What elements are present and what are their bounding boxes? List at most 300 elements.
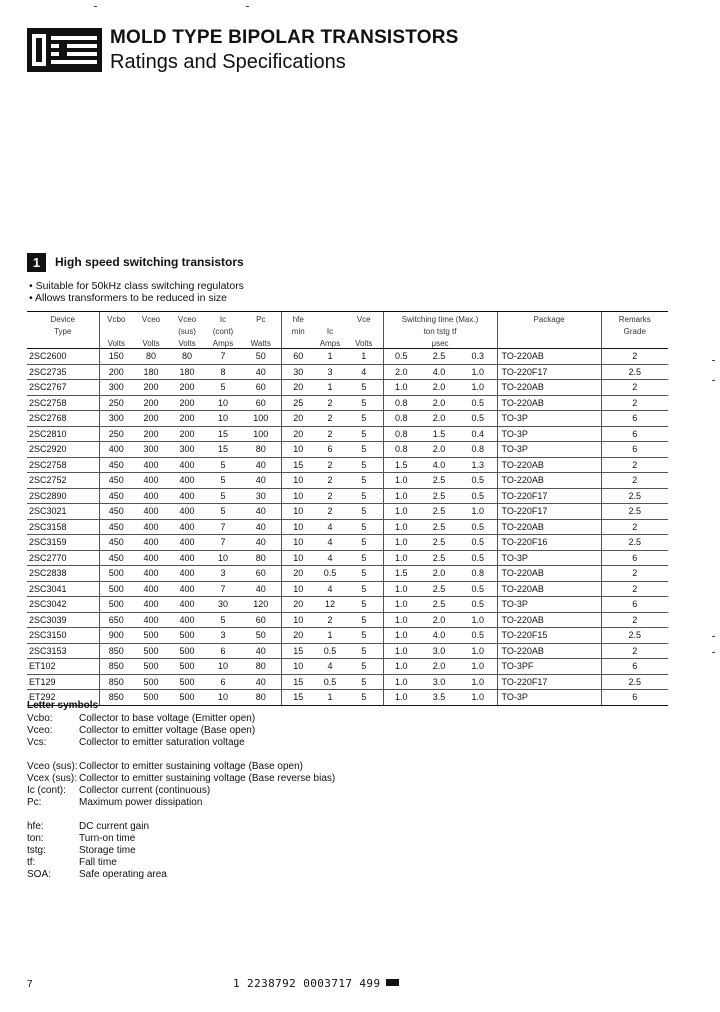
cell-type: 2SC2752 (27, 473, 99, 489)
table-row (27, 519, 668, 535)
col-header-remarks: Remarks (601, 312, 668, 325)
cell-pkg: TO-220AB (497, 349, 601, 365)
cell-ton: 0.8 (383, 395, 419, 411)
symbol-description: Collector to emitter saturation voltage (79, 737, 245, 748)
cell-vsus: 500 (169, 643, 205, 659)
cell-tf: 1.0 (459, 380, 497, 396)
cell-rem: 2 (601, 349, 668, 365)
cell-vceo: 400 (133, 612, 169, 628)
cell-vce: 1 (345, 349, 383, 365)
cell-tf: 0.5 (459, 597, 497, 613)
cell-pkg: TO-220AB (497, 457, 601, 473)
cell-ic: 10 (205, 550, 241, 566)
cell-ton: 1.0 (383, 550, 419, 566)
cell-ic: 10 (205, 659, 241, 675)
barcode-block (386, 979, 399, 986)
cell-pkg: TO-3P (497, 690, 601, 706)
cell-pkg: TO-220F17 (497, 674, 601, 690)
cell-ton: 1.0 (383, 581, 419, 597)
cell-pc: 40 (241, 674, 281, 690)
cell-pc: 60 (241, 380, 281, 396)
cell-vsus: 400 (169, 597, 205, 613)
cell-vcbo: 450 (99, 519, 133, 535)
cell-hfe: 30 (281, 364, 315, 380)
cell-vsus: 400 (169, 457, 205, 473)
cell-vcbo: 250 (99, 395, 133, 411)
cell-hfe: 15 (281, 643, 315, 659)
cell-ic2: 2 (315, 457, 345, 473)
cell-vceo: 200 (133, 380, 169, 396)
cell-tstg: 2.0 (419, 442, 459, 458)
table-row (27, 457, 668, 473)
cell-tstg: 2.5 (419, 473, 459, 489)
symbol-abbrev: hfe: (27, 821, 44, 832)
cell-ic2: 12 (315, 597, 345, 613)
cell-vceo: 80 (133, 349, 169, 365)
cell-ton: 1.0 (383, 628, 419, 644)
table-row (27, 581, 668, 597)
cell-ton: 1.5 (383, 457, 419, 473)
cell-vce: 5 (345, 519, 383, 535)
section-number-badge: 1 (27, 253, 46, 272)
symbol-abbrev: Ic (cont): (27, 785, 66, 796)
cell-tf: 1.0 (459, 364, 497, 380)
cell-tf: 1.0 (459, 674, 497, 690)
cell-tstg: 2.5 (419, 349, 459, 365)
cell-rem: 2 (601, 519, 668, 535)
cell-vce: 5 (345, 550, 383, 566)
table-row (27, 442, 668, 458)
cell-vceo: 500 (133, 674, 169, 690)
cell-vce: 5 (345, 659, 383, 675)
cell-vce: 5 (345, 581, 383, 597)
cell-rem: 6 (601, 597, 668, 613)
symbol-description: Turn-on time (79, 833, 136, 844)
cell-tf: 0.8 (459, 566, 497, 582)
col-header-ic-cond: Ic (326, 327, 334, 336)
cell-tf: 1.0 (459, 612, 497, 628)
cell-tf: 0.5 (459, 628, 497, 644)
symbol-abbrev: tstg: (27, 845, 46, 856)
cell-ic2: 2 (315, 612, 345, 628)
cell-vcbo: 850 (99, 690, 133, 706)
cell-tstg: 4.0 (419, 628, 459, 644)
col-header-device: Device (27, 312, 99, 325)
cell-vceo: 500 (133, 643, 169, 659)
scan-speck (712, 380, 715, 381)
cell-ton: 1.0 (383, 674, 419, 690)
cell-rem: 6 (601, 442, 668, 458)
section-title: High speed switching transistors (55, 255, 244, 269)
cell-ic2: 4 (315, 519, 345, 535)
cell-vce: 5 (345, 535, 383, 551)
cell-ic: 7 (205, 581, 241, 597)
cell-ic: 15 (205, 442, 241, 458)
cell-vsus: 400 (169, 535, 205, 551)
cell-vceo: 400 (133, 488, 169, 504)
symbol-abbrev: Pc: (27, 797, 42, 808)
cell-ic2: 4 (315, 550, 345, 566)
cell-rem: 6 (601, 690, 668, 706)
cell-vcbo: 200 (99, 364, 133, 380)
cell-ic2: 6 (315, 442, 345, 458)
cell-tstg: 2.0 (419, 659, 459, 675)
symbol-description: Collector current (continuous) (79, 785, 211, 796)
cell-pkg: TO-3P (497, 426, 601, 442)
cell-pkg: TO-220AB (497, 380, 601, 396)
col-header-sus: (sus) (178, 327, 196, 336)
cell-tstg: 3.0 (419, 674, 459, 690)
cell-tstg: 1.5 (419, 426, 459, 442)
cell-hfe: 20 (281, 411, 315, 427)
cell-hfe: 15 (281, 690, 315, 706)
cell-pkg: TO-3P (497, 597, 601, 613)
cell-ic: 30 (205, 597, 241, 613)
cell-hfe: 10 (281, 442, 315, 458)
cell-rem: 2 (601, 566, 668, 582)
cell-ton: 1.0 (383, 597, 419, 613)
cell-vce: 5 (345, 380, 383, 396)
cell-ton: 1.5 (383, 566, 419, 582)
symbol-description: Safe operating area (79, 869, 167, 880)
bullet-item: • Suitable for 50kHz class switching regulators (29, 280, 244, 292)
cell-vcbo: 850 (99, 659, 133, 675)
cell-vceo: 400 (133, 597, 169, 613)
cell-pc: 80 (241, 690, 281, 706)
cell-rem: 6 (601, 659, 668, 675)
cell-type: 2SC2735 (27, 364, 99, 380)
cell-vcbo: 450 (99, 550, 133, 566)
cell-ic2: 3 (315, 364, 345, 380)
cell-rem: 2 (601, 380, 668, 396)
table-row (27, 426, 668, 442)
cell-vsus: 400 (169, 488, 205, 504)
cell-type: 2SC2767 (27, 380, 99, 396)
cell-ic: 5 (205, 457, 241, 473)
cell-pc: 80 (241, 442, 281, 458)
cell-vcbo: 500 (99, 581, 133, 597)
cell-rem: 2 (601, 395, 668, 411)
cell-vcbo: 400 (99, 442, 133, 458)
cell-vcbo: 850 (99, 643, 133, 659)
cell-rem: 2.5 (601, 488, 668, 504)
cell-pkg: TO-220AB (497, 473, 601, 489)
cell-ic: 5 (205, 488, 241, 504)
cell-type: 2SC2810 (27, 426, 99, 442)
cell-tstg: 2.0 (419, 612, 459, 628)
cell-type: 2SC3159 (27, 535, 99, 551)
table-row (27, 395, 668, 411)
cell-ic: 10 (205, 395, 241, 411)
cell-ic2: 0.5 (315, 674, 345, 690)
cell-tf: 1.0 (459, 504, 497, 520)
cell-pc: 60 (241, 395, 281, 411)
cell-pc: 60 (241, 612, 281, 628)
cell-type: 2SC2838 (27, 566, 99, 582)
scan-speck (246, 6, 249, 7)
table-row (27, 690, 668, 706)
cell-type: 2SC2770 (27, 550, 99, 566)
scan-speck (712, 360, 715, 361)
company-logo (27, 28, 102, 72)
cell-pc: 40 (241, 519, 281, 535)
cell-vce: 5 (345, 643, 383, 659)
cell-vsus: 400 (169, 581, 205, 597)
cell-pc: 50 (241, 349, 281, 365)
cell-ton: 0.8 (383, 426, 419, 442)
cell-vce: 5 (345, 426, 383, 442)
bullet-item: • Allows transformers to be reduced in size (29, 292, 228, 304)
cell-ic2: 4 (315, 535, 345, 551)
symbol-abbrev: SOA: (27, 869, 51, 880)
cell-vce: 5 (345, 690, 383, 706)
cell-vcbo: 450 (99, 457, 133, 473)
cell-ton: 1.0 (383, 488, 419, 504)
cell-pc: 40 (241, 364, 281, 380)
col-header-type: Type (54, 327, 72, 336)
cell-hfe: 15 (281, 457, 315, 473)
cell-pkg: TO-220F17 (497, 504, 601, 520)
cell-ic: 7 (205, 349, 241, 365)
unit-amps: Amps (205, 336, 241, 349)
cell-rem: 2 (601, 581, 668, 597)
col-header-hfe-blank (315, 312, 345, 325)
table-row (27, 411, 668, 427)
symbol-description: Storage time (79, 845, 136, 856)
cell-rem: 6 (601, 411, 668, 427)
cell-type: ET292 (27, 690, 99, 706)
cell-ic2: 2 (315, 411, 345, 427)
cell-vsus: 180 (169, 364, 205, 380)
cell-ton: 1.0 (383, 690, 419, 706)
cell-pkg: TO-3P (497, 411, 601, 427)
cell-vce: 5 (345, 473, 383, 489)
cell-hfe: 10 (281, 519, 315, 535)
cell-pc: 120 (241, 597, 281, 613)
cell-pc: 60 (241, 566, 281, 582)
cell-type: 2SC3150 (27, 628, 99, 644)
cell-vce: 5 (345, 674, 383, 690)
cell-tf: 0.5 (459, 519, 497, 535)
cell-vsus: 500 (169, 674, 205, 690)
table-header-row (27, 336, 668, 349)
symbol-description: Collector to emitter voltage (Base open) (79, 725, 256, 736)
cell-tf: 0.5 (459, 473, 497, 489)
cell-vsus: 200 (169, 426, 205, 442)
cell-vcbo: 500 (99, 566, 133, 582)
cell-rem: 2.5 (601, 628, 668, 644)
cell-type: 2SC3042 (27, 597, 99, 613)
barcode-text: 1 2238792 0003717 499 (233, 977, 399, 990)
symbol-description: Maximum power dissipation (79, 797, 203, 808)
cell-tstg: 2.5 (419, 550, 459, 566)
page-number: 7 (27, 979, 33, 990)
cell-vceo: 400 (133, 473, 169, 489)
cell-pkg: TO-220AB (497, 519, 601, 535)
cell-pkg: TO-220AB (497, 612, 601, 628)
cell-pkg: TO-220F17 (497, 488, 601, 504)
cell-pc: 40 (241, 504, 281, 520)
cell-vceo: 300 (133, 442, 169, 458)
cell-hfe: 15 (281, 674, 315, 690)
cell-type: 2SC2600 (27, 349, 99, 365)
cell-tstg: 4.0 (419, 364, 459, 380)
cell-ic: 10 (205, 411, 241, 427)
unit-volts: Volts (345, 336, 383, 349)
table-row (27, 504, 668, 520)
cell-vceo: 200 (133, 411, 169, 427)
col-header-vceo-sus: Vceo (169, 312, 205, 325)
cell-hfe: 25 (281, 395, 315, 411)
cell-ton: 2.0 (383, 364, 419, 380)
cell-type: ET129 (27, 674, 99, 690)
cell-pkg: TO-3P (497, 550, 601, 566)
cell-vsus: 300 (169, 442, 205, 458)
cell-vceo: 200 (133, 395, 169, 411)
cell-tstg: 2.0 (419, 411, 459, 427)
cell-rem: 2.5 (601, 504, 668, 520)
cell-vcbo: 300 (99, 411, 133, 427)
cell-vcbo: 450 (99, 535, 133, 551)
symbol-abbrev: Vceo: (27, 725, 53, 736)
cell-tstg: 2.0 (419, 566, 459, 582)
cell-vcbo: 500 (99, 597, 133, 613)
cell-rem: 2 (601, 612, 668, 628)
cell-vceo: 400 (133, 519, 169, 535)
cell-ic2: 2 (315, 473, 345, 489)
cell-vceo: 500 (133, 659, 169, 675)
cell-ic: 5 (205, 504, 241, 520)
table-row (27, 550, 668, 566)
col-header-grade: Grade (601, 324, 668, 336)
cell-ic2: 2 (315, 504, 345, 520)
cell-hfe: 10 (281, 612, 315, 628)
cell-tf: 0.4 (459, 426, 497, 442)
table-row (27, 659, 668, 675)
cell-vsus: 400 (169, 612, 205, 628)
col-header-ic: Ic (205, 312, 241, 325)
symbol-description: Collector to emitter sustaining voltage (Base reverse bias) (79, 773, 336, 784)
cell-pkg: TO-220F17 (497, 364, 601, 380)
table-row (27, 674, 668, 690)
table-row (27, 566, 668, 582)
cell-tf: 0.5 (459, 395, 497, 411)
col-header-switching: Switching time (Max.) (383, 312, 497, 325)
cell-vceo: 180 (133, 364, 169, 380)
cell-vceo: 400 (133, 457, 169, 473)
cell-tstg: 3.5 (419, 690, 459, 706)
cell-ton: 0.5 (383, 349, 419, 365)
symbol-abbrev: Vcs: (27, 737, 47, 748)
cell-vsus: 80 (169, 349, 205, 365)
table-row (27, 535, 668, 551)
cell-ton: 1.0 (383, 519, 419, 535)
table-row (27, 349, 668, 365)
cell-pkg: TO-3PF (497, 659, 601, 675)
scan-speck (712, 652, 715, 653)
cell-ic: 6 (205, 674, 241, 690)
unit-watts: Watts (241, 336, 281, 349)
symbol-description: Collector to emitter sustaining voltage (Base open) (79, 761, 304, 772)
col-header-switching-sub: ton tstg tf (383, 324, 497, 336)
cell-ton: 1.0 (383, 612, 419, 628)
col-header-hfe: hfe (281, 312, 315, 325)
cell-hfe: 10 (281, 581, 315, 597)
table-row (27, 488, 668, 504)
cell-hfe: 10 (281, 488, 315, 504)
cell-ic2: 1 (315, 380, 345, 396)
cell-rem: 2.5 (601, 364, 668, 380)
unit-usec: μsec (383, 336, 497, 349)
cell-vceo: 400 (133, 550, 169, 566)
cell-vceo: 400 (133, 581, 169, 597)
cell-tstg: 2.0 (419, 395, 459, 411)
cell-tstg: 2.5 (419, 488, 459, 504)
cell-vcbo: 250 (99, 426, 133, 442)
cell-rem: 2.5 (601, 535, 668, 551)
cell-pc: 100 (241, 426, 281, 442)
cell-hfe: 10 (281, 535, 315, 551)
cell-hfe: 10 (281, 659, 315, 675)
page-subtitle: Ratings and Specifications (110, 51, 346, 73)
cell-vsus: 400 (169, 550, 205, 566)
table-row (27, 628, 668, 644)
cell-type: 2SC2890 (27, 488, 99, 504)
cell-ic2: 2 (315, 488, 345, 504)
cell-ic: 7 (205, 519, 241, 535)
cell-vsus: 500 (169, 659, 205, 675)
cell-rem: 2.5 (601, 674, 668, 690)
unit-volts: Volts (169, 336, 205, 349)
col-header-package: Package (497, 312, 601, 325)
cell-hfe: 10 (281, 504, 315, 520)
cell-vcbo: 900 (99, 628, 133, 644)
cell-hfe: 20 (281, 566, 315, 582)
cell-vce: 5 (345, 442, 383, 458)
col-header-vcbo: Vcbo (99, 312, 133, 325)
cell-pc: 80 (241, 659, 281, 675)
cell-type: 2SC2920 (27, 442, 99, 458)
cell-vsus: 200 (169, 380, 205, 396)
feature-bullets (29, 280, 244, 304)
col-header-min: min (281, 324, 315, 336)
cell-rem: 6 (601, 426, 668, 442)
cell-pkg: TO-220F15 (497, 628, 601, 644)
cell-ton: 1.0 (383, 473, 419, 489)
cell-tstg: 2.5 (419, 581, 459, 597)
cell-type: 2SC3039 (27, 612, 99, 628)
cell-pc: 40 (241, 457, 281, 473)
cell-pc: 80 (241, 550, 281, 566)
table-row (27, 473, 668, 489)
table-row (27, 612, 668, 628)
table-row (27, 597, 668, 613)
cell-vsus: 200 (169, 395, 205, 411)
cell-type: 2SC2768 (27, 411, 99, 427)
cell-hfe: 20 (281, 426, 315, 442)
cell-vce: 5 (345, 566, 383, 582)
cell-ic2: 1 (315, 349, 345, 365)
cell-pkg: TO-220AB (497, 395, 601, 411)
cell-ic2: 1 (315, 690, 345, 706)
cell-tf: 0.8 (459, 442, 497, 458)
table-row (27, 643, 668, 659)
cell-vcbo: 450 (99, 488, 133, 504)
col-header-pc: Pc (241, 312, 281, 325)
cell-ic: 5 (205, 380, 241, 396)
cell-vcbo: 300 (99, 380, 133, 396)
cell-vcbo: 850 (99, 674, 133, 690)
